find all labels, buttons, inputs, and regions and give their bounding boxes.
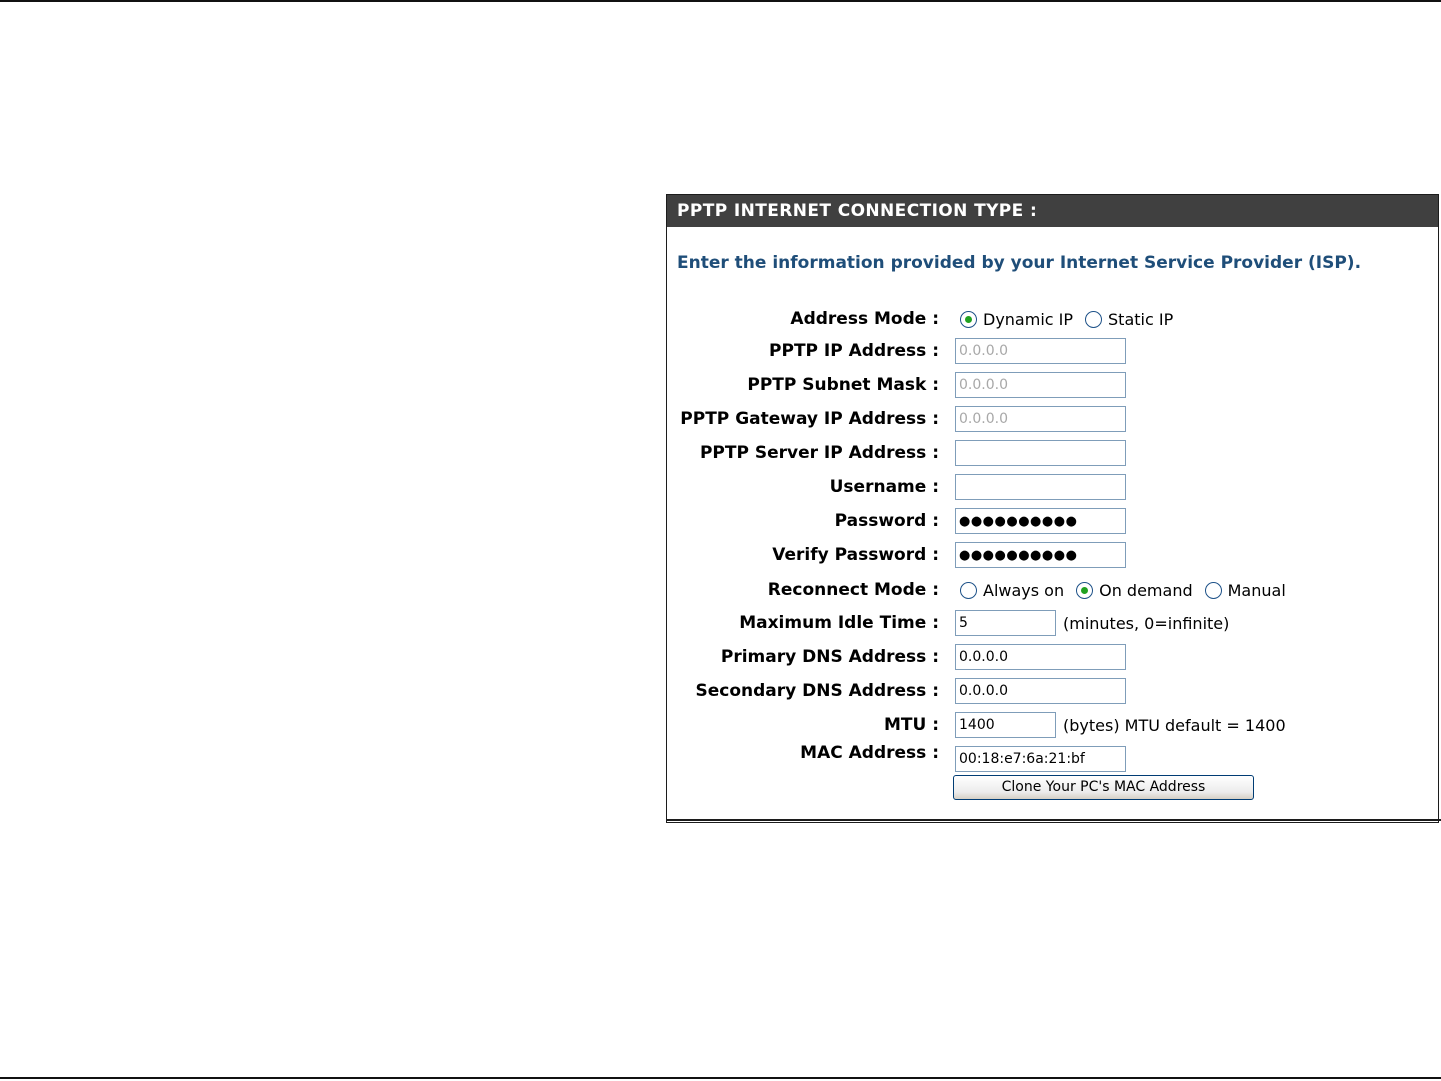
verify-password-row xyxy=(667,541,1438,569)
username-input[interactable] xyxy=(955,474,1126,500)
radio-always-on[interactable]: Always on xyxy=(960,581,1064,600)
verify-password-input[interactable]: ●●●●●●●●●● xyxy=(955,542,1126,568)
max-idle-input[interactable]: 5 xyxy=(955,610,1056,636)
panel-bottom-border xyxy=(666,819,1441,821)
pptp-gateway-input[interactable]: 0.0.0.0 xyxy=(955,406,1126,432)
clone-mac-button[interactable]: Clone Your PC's MAC Address xyxy=(953,775,1254,800)
address-mode-label: Address Mode : xyxy=(790,309,939,329)
mac-row xyxy=(667,745,1438,773)
radio-button[interactable] xyxy=(1205,582,1222,599)
radio-button[interactable] xyxy=(960,582,977,599)
pptp-gateway-label: PPTP Gateway IP Address : xyxy=(680,409,939,429)
primary-dns-label: Primary DNS Address : xyxy=(720,647,939,667)
mtu-row xyxy=(667,711,1438,739)
mtu-label: MTU : xyxy=(883,715,939,735)
secondary-dns-row xyxy=(667,677,1438,705)
password-row xyxy=(667,507,1438,535)
pptp-subnet-label: PPTP Subnet Mask : xyxy=(747,375,939,395)
radio-button[interactable] xyxy=(960,311,977,328)
radio-on-demand[interactable]: On demand xyxy=(1076,581,1193,600)
pptp-subnet-row xyxy=(667,371,1438,399)
mtu-note: (bytes) MTU default = 1400 xyxy=(1063,715,1286,735)
pptp-ip-input[interactable]: 0.0.0.0 xyxy=(955,338,1126,364)
pptp-gateway-row xyxy=(667,405,1438,433)
pptp-settings-panel xyxy=(666,194,1439,823)
top-rule xyxy=(0,0,1441,2)
radio-button[interactable] xyxy=(1076,582,1093,599)
mac-label: MAC Address : xyxy=(800,743,939,763)
password-input[interactable]: ●●●●●●●●●● xyxy=(955,508,1126,534)
address-mode-row xyxy=(667,305,1438,333)
panel-title: PPTP INTERNET CONNECTION TYPE : xyxy=(667,195,1438,227)
mac-input[interactable]: 00:18:e7:6a:21:bf xyxy=(955,746,1126,772)
username-row xyxy=(667,473,1438,501)
radio-dynamic-ip[interactable]: Dynamic IP xyxy=(960,310,1073,329)
pptp-server-row xyxy=(667,439,1438,467)
secondary-dns-input[interactable]: 0.0.0.0 xyxy=(955,678,1126,704)
username-label: Username : xyxy=(829,477,939,497)
pptp-server-input[interactable] xyxy=(955,440,1126,466)
intro-text: Enter the information provided by your Internet Service Provider (ISP). xyxy=(677,253,1362,273)
primary-dns-input[interactable]: 0.0.0.0 xyxy=(955,644,1126,670)
max-idle-label: Maximum Idle Time : xyxy=(739,613,939,633)
reconnect-mode-label: Reconnect Mode : xyxy=(767,580,939,600)
verify-password-label: Verify Password : xyxy=(772,545,939,565)
primary-dns-row xyxy=(667,643,1438,671)
pptp-ip-label: PPTP IP Address : xyxy=(769,341,939,361)
radio-manual[interactable]: Manual xyxy=(1205,581,1286,600)
reconnect-mode-row xyxy=(667,576,1438,604)
radio-static-ip[interactable]: Static IP xyxy=(1085,310,1173,329)
bottom-rule xyxy=(0,1077,1441,1079)
pptp-ip-row xyxy=(667,337,1438,365)
max-idle-note: (minutes, 0=infinite) xyxy=(1063,613,1230,633)
password-label: Password : xyxy=(834,511,939,531)
max-idle-row xyxy=(667,609,1438,637)
radio-button[interactable] xyxy=(1085,311,1102,328)
secondary-dns-label: Secondary DNS Address : xyxy=(695,681,939,701)
mtu-input[interactable]: 1400 xyxy=(955,712,1056,738)
pptp-subnet-input[interactable]: 0.0.0.0 xyxy=(955,372,1126,398)
pptp-server-label: PPTP Server IP Address : xyxy=(699,443,939,463)
